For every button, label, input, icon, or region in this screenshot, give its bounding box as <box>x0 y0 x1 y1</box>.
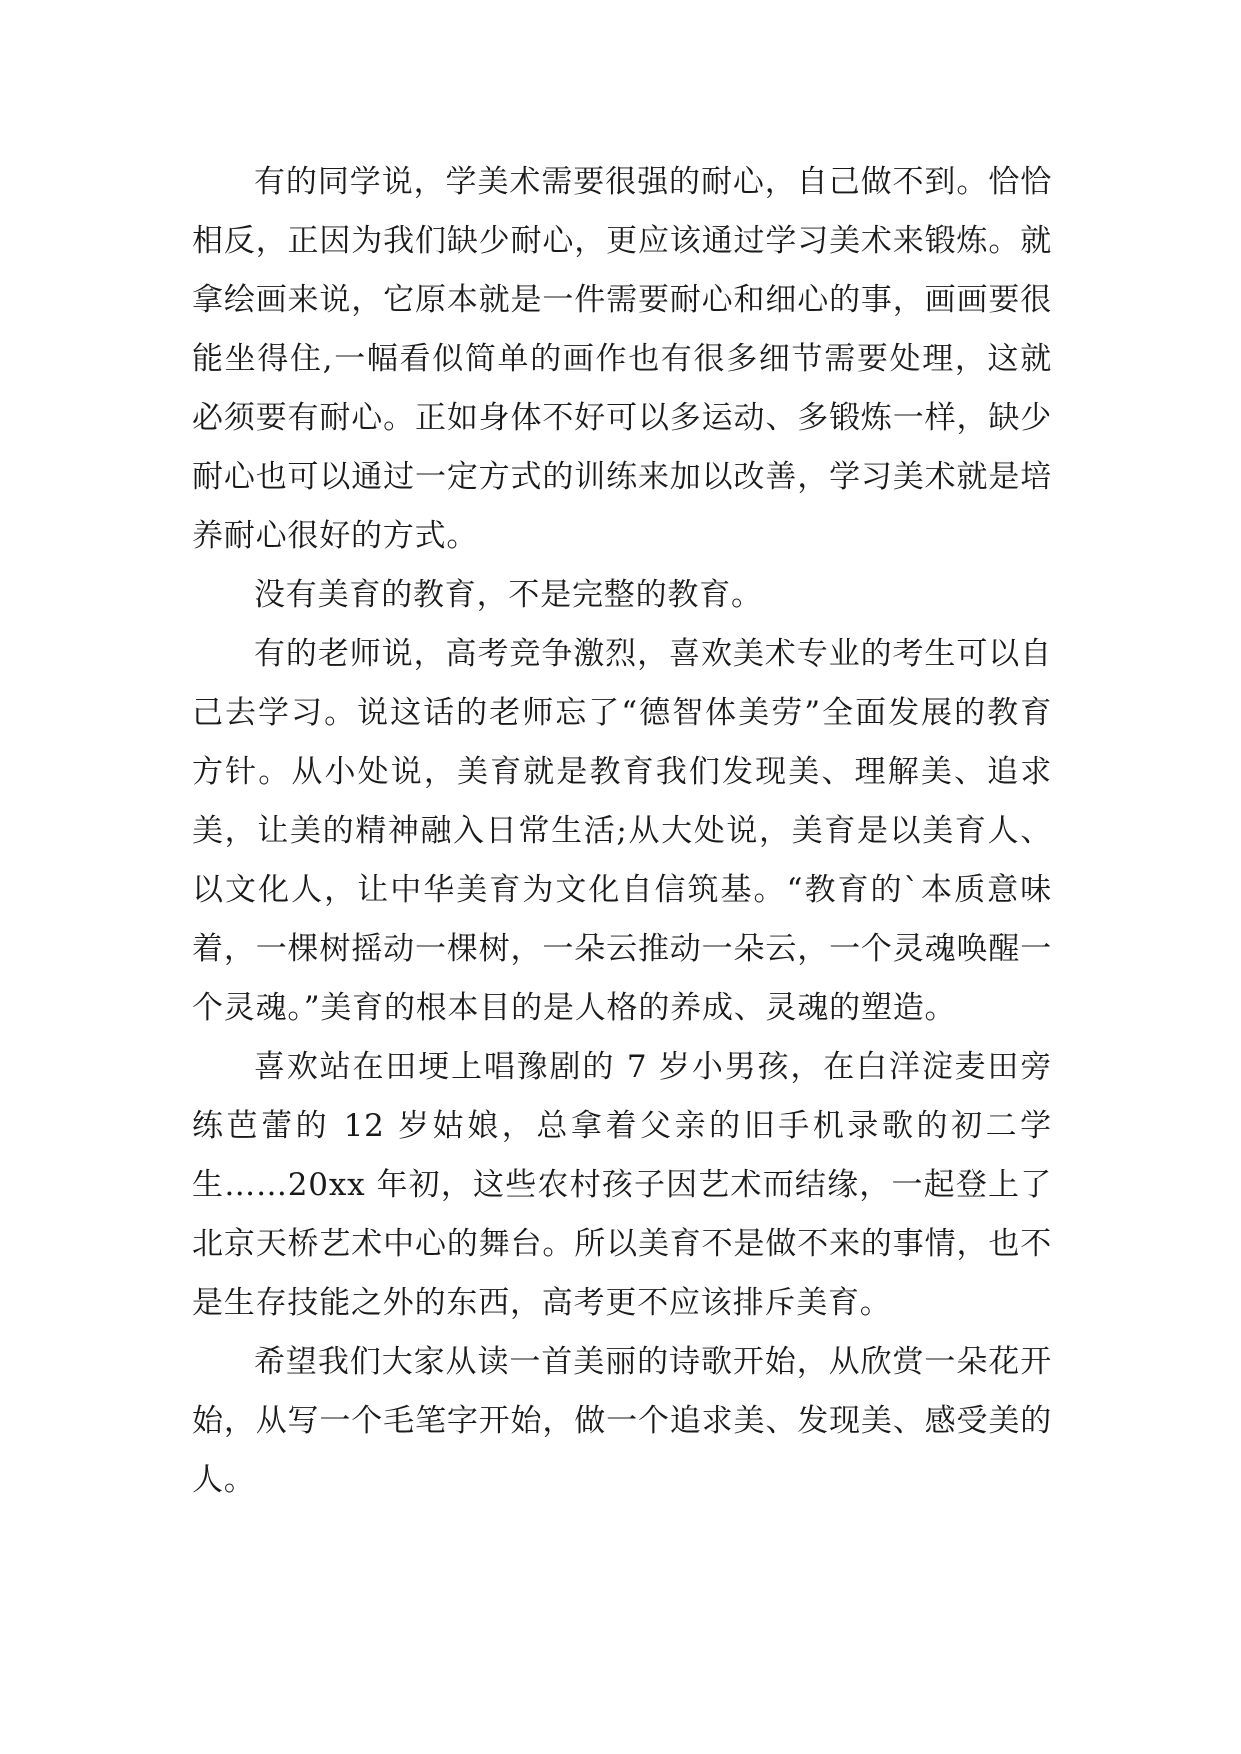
document-body <box>192 153 1052 1510</box>
paragraph-aesthetic-education-statement: 没有美育的教育，不是完整的教育。 <box>254 577 763 613</box>
paragraph-patience: 有的同学说，学美术需要很强的耐心，自己做不到。恰恰相反，正因为我们缺少耐心，更应该通过学习美术来锻炼。就拿绘画来说，它原本就是一件需要耐心和细心的事，画画要很能坐得住,一幅看似简单的画作也有很多细节需要处理，这就必须要有耐心。正如身体不好可以多运动、多锻炼一样，缺少耐心也可以通过一定方式的训练来加以改善，学习美术就是培养耐心很好的方式。 <box>192 164 1052 554</box>
paragraph-rural-children: 喜欢站在田埂上唱豫剧的 7 岁小男孩，在白洋淀麦田旁练芭蕾的 12 岁姑娘，总拿着父亲的旧手机录歌的初二学生……20xx 年初，这些农村孩子因艺术而结缘，一起登上了北京天桥艺术中心的舞台。所以美育不是做不来的事情，也不是生存技能之外的东西，高考更不应该排斥美育。 <box>192 1049 1052 1321</box>
paragraph-teachers-view: 有的老师说，高考竞争激烈，喜欢美术专业的考生可以自己去学习。说这话的老师忘了“德智体美劳”全面发展的教育方针。从小处说，美育就是教育我们发现美、理解美、追求美，让美的精神融入日常生活;从大处说，美育是以美育人、以文化人，让中华美育为文化自信筑基。“教育的`本质意味着，一棵树摇动一棵树，一朵云推动一朵云，一个灵魂唤醒一个灵魂。”美育的根本目的是人格的养成、灵魂的塑造。 <box>192 636 1052 1026</box>
paragraph-closing-hope: 希望我们大家从读一首美丽的诗歌开始，从欣赏一朵花开始，从写一个毛笔字开始，做一个追求美、发现美、感受美的人。 <box>192 1344 1052 1498</box>
